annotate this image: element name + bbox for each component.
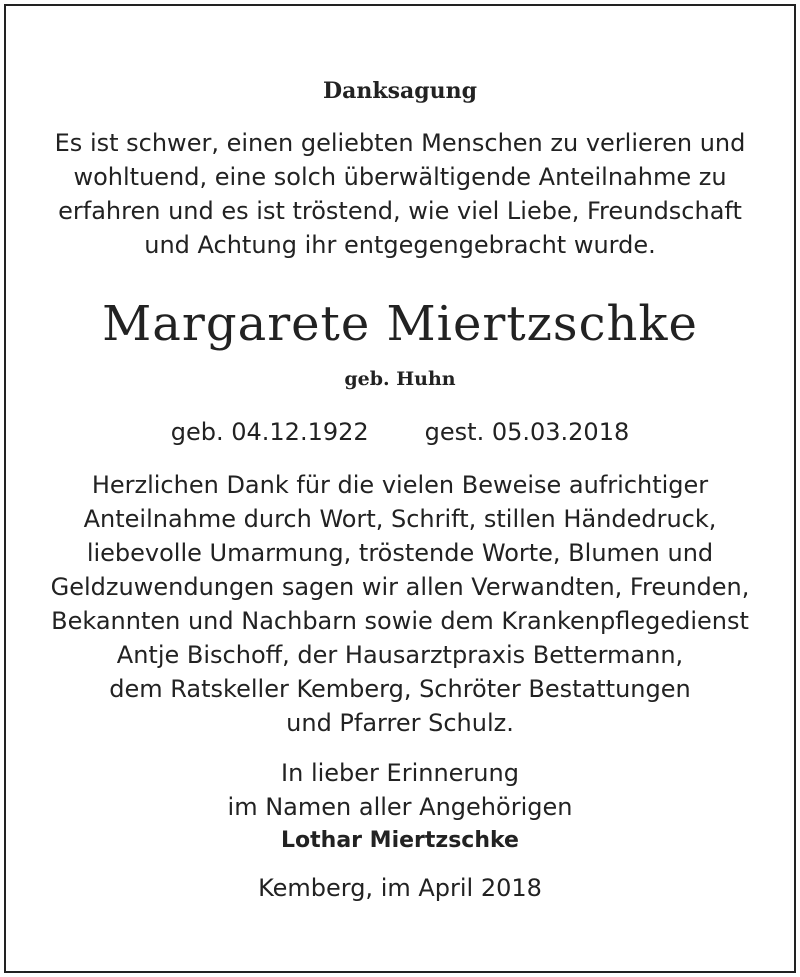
intro-line: erfahren und es ist tröstend, wie viel Liebe, Freundschaft — [58, 197, 742, 225]
thanks-paragraph — [0, 468, 800, 740]
life-dates — [0, 418, 800, 446]
place-and-date: Kemberg, im April 2018 — [258, 874, 542, 902]
thanks-line: Anteilnahme durch Wort, Schrift, stillen Händedruck, — [83, 505, 717, 533]
notice-heading: Danksagung — [323, 78, 477, 104]
thanks-line: und Pfarrer Schulz. — [286, 709, 514, 737]
deceased-name: Margarete Miertzschke — [102, 296, 698, 352]
closing-block — [0, 756, 800, 858]
thanks-line: dem Ratskeller Kemberg, Schröter Bestattungen — [109, 675, 691, 703]
birth-date: geb. 04.12.1922 — [170, 418, 369, 446]
intro-line: wohltuend, eine solch überwältigende Anteilnahme zu — [73, 163, 727, 191]
thanks-line: Antje Bischoff, der Hausarztpraxis Bettermann, — [116, 641, 684, 669]
intro-line: Es ist schwer, einen geliebten Menschen zu verlieren und — [54, 129, 746, 157]
thanks-line: Geldzuwendungen sagen wir allen Verwandten, Freunden, — [50, 573, 750, 601]
closing-line: In lieber Erinnerung — [281, 759, 519, 787]
thanks-line: Herzlichen Dank für die vielen Beweise aufrichtiger — [91, 471, 709, 499]
signer-name: Lothar Miertzschke — [281, 828, 519, 853]
death-date: gest. 05.03.2018 — [424, 418, 630, 446]
closing-line: im Namen aller Angehörigen — [227, 793, 573, 821]
intro-paragraph — [0, 126, 800, 262]
intro-line: und Achtung ihr entgegengebracht wurde. — [144, 231, 656, 259]
thanks-line: liebevolle Umarmung, tröstende Worte, Blumen und — [86, 539, 714, 567]
thanks-line: Bekannten und Nachbarn sowie dem Krankenpflegedienst — [51, 607, 749, 635]
maiden-name: geb. Huhn — [344, 368, 456, 390]
